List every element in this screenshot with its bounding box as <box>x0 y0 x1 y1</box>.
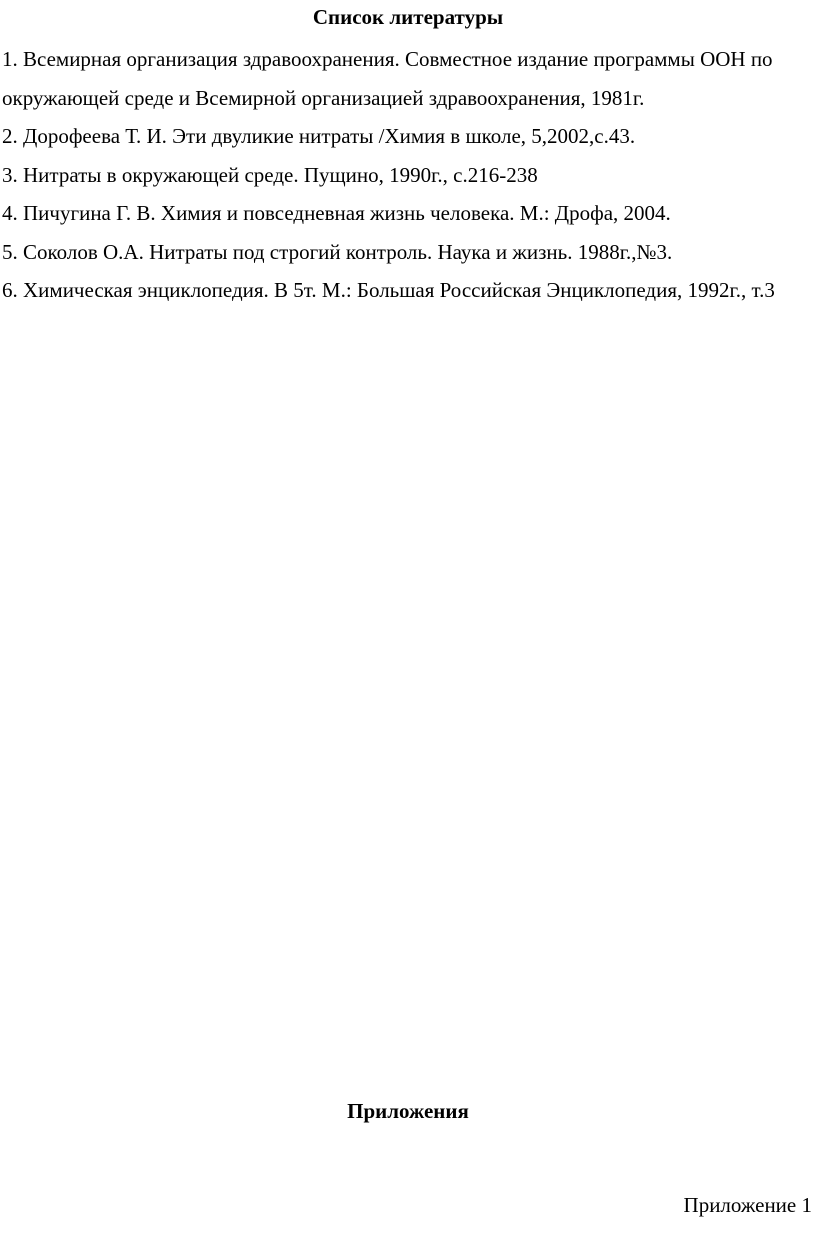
page-title: Список литературы <box>312 5 504 29</box>
reference-item-1: 1. Всемирная организация здравоохранения. Совместное издание программы ООН по окружающей среде и Всемирной организацией здравоохранения, 1981г. <box>2 47 773 110</box>
reference-item-3: 3. Нитраты в окружающей среде. Пущино, 1990г., с.216-238 <box>2 162 538 187</box>
reference-item-4: 4. Пичугина Г. В. Химия и повседневная жизнь человека. М.: Дрофа, 2004. <box>2 201 671 225</box>
reference-list <box>2 40 802 310</box>
reference-item-5: 5. Соколов О.А. Нитраты под строгий контроль. Наука и жизнь. 1988г.,№3. <box>2 239 673 264</box>
appendix-label: Приложение 1 <box>683 1193 812 1217</box>
reference-item-6: 6. Химическая энциклопедия. В 5т. М.: Большая Российская Энциклопедия, 1992г., т.3 <box>2 278 775 302</box>
appendix-heading: Приложения <box>347 1099 469 1123</box>
reference-item-2: 2. Дорофеева Т. И. Эти двуликие нитраты /Химия в школе, 5,2002,с.43. <box>2 124 636 148</box>
